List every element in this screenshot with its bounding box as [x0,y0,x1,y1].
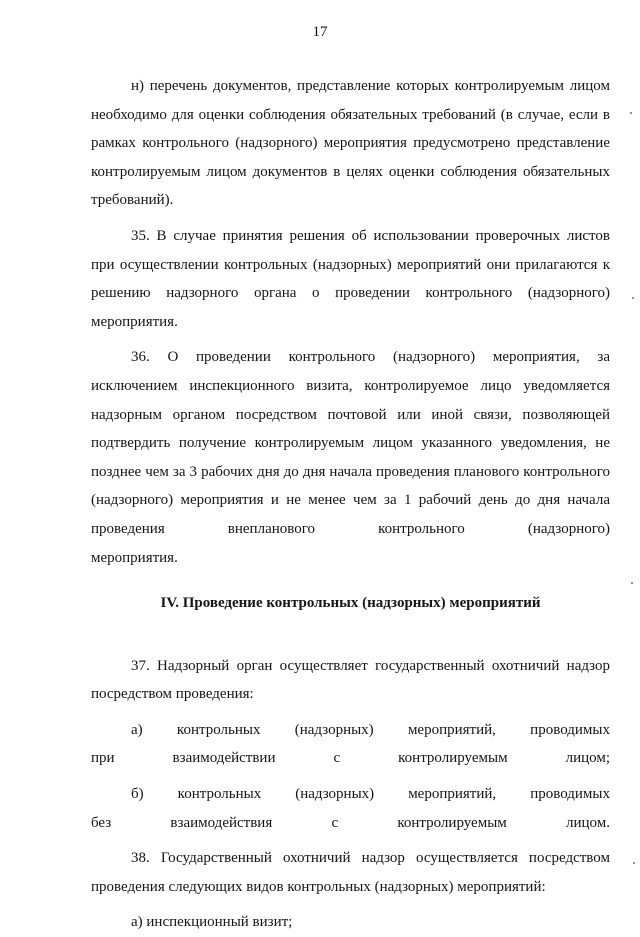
paragraph-38: 38. Государственный охотничий надзор осуществляется посредством проведения следующих видов контрольных (надзорных) мероприятий: [91,850,610,895]
item-b-no-contact [91,780,610,837]
paragraph-36-tail: мероприятия. [91,549,178,566]
item-b-no-contact-body: б) контрольных (надзорных) мероприятий, проводимых [131,786,610,803]
page-content [91,72,610,937]
paragraph-n: н) перечень документов, представление которых контролируемым лицом необходимо для оценки соблюдения обязательных требований (в случае, если в рамках контрольного (надзорного) мероприятия предусмотрено представление контролируемым лицом документов в целях оценки соблюдения обязательных требований). [91,78,610,209]
item-a-contact [91,716,610,773]
paragraph-36-body: 36. О проведении контрольного (надзорного) мероприятия, за исключением инспекционного визита, контролируемое лицо уведомляется надзорным органом посредством почтовой или иной связи, позволяющей подтвердить получение контролируемым лицом указанного уведомления, не позднее чем за 3 рабочих дня до дня начала проведения планового контрольного (надзорного) мероприятия и не менее чем за 1 рабочий день до дня начала проведения внепланового контрольного (надзорного) [91,349,610,537]
item-a-inspection-visit: а) инспекционный визит; [131,914,293,931]
scan-speck [633,862,635,864]
scan-speck [632,297,634,299]
section-heading: IV. Проведение контрольных (надзорных) мероприятий [160,595,541,612]
paragraph-35: 35. В случае принятия решения об использовании проверочных листов при осуществлении контрольных (надзорных) мероприятий они прилагаются к решению надзорного органа о проведении контрольного (надзорного) мероприятия. [91,227,610,330]
page-number: 17 [312,24,328,40]
scan-speck [630,112,632,114]
item-a-contact-body: а) контрольных (надзорных) мероприятий, проводимых [131,721,610,738]
scan-speck [631,582,633,584]
item-a-contact-tail: при взаимодействии с контролируемым лицом; [91,750,610,767]
paragraph-37: 37. Надзорный орган осуществляет государственный охотничий надзор посредством проведения: [91,657,610,703]
item-b-no-contact-tail: без взаимодействия с контролируемым лицом. [91,814,610,831]
paragraph-36 [91,343,610,572]
